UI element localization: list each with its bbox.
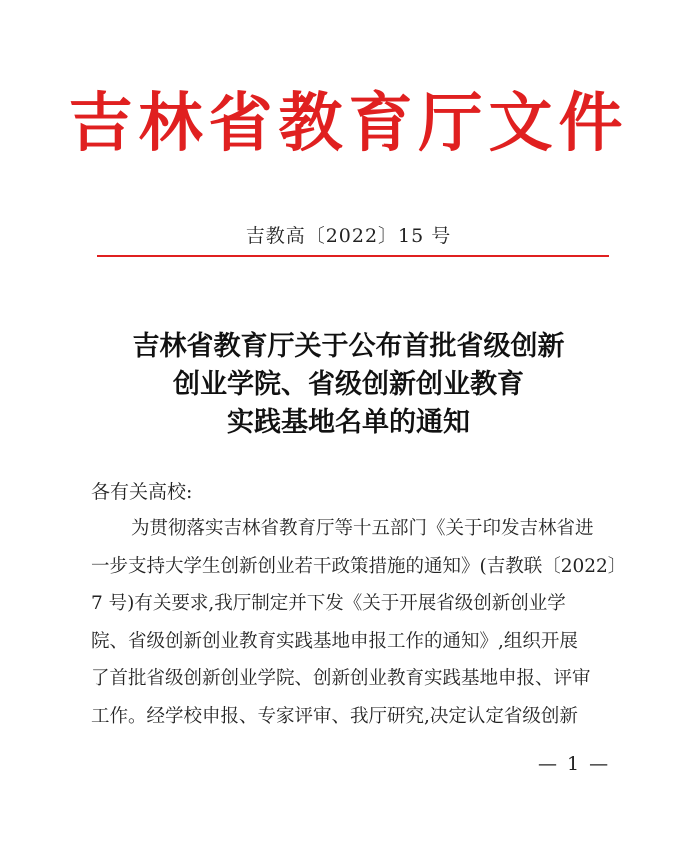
body-line: 工作。经学校申报、专家评审、我厅研究,决定认定省级创新 (91, 705, 578, 727)
document-title (0, 328, 697, 442)
body-line: 了首批省级创新创业学院、创新创业教育实践基地申报、评审 (91, 668, 591, 689)
body-line: 一步支持大学生创新创业若干政策措施的通知》(吉教联〔2022〕 (91, 555, 627, 577)
title-line: 实践基地名单的通知 (227, 407, 470, 438)
salutation: 各有关高校: (91, 481, 193, 503)
body-paragraph (91, 510, 627, 735)
page-number: — 1 — (538, 753, 611, 775)
document-number: 吉教高〔2022〕15 号 (245, 225, 452, 247)
body-line: 7 号)有关要求,我厅制定并下发《关于开展省级创新创业学 (91, 593, 566, 614)
document-header: 吉林省教育厅文件 (68, 86, 629, 161)
title-line: 吉林省教育厅关于公布首批省级创新 (132, 331, 565, 362)
header-divider (97, 255, 609, 257)
body-line: 为贯彻落实吉林省教育厅等十五部门《关于印发吉林省进 (131, 518, 594, 539)
title-line: 创业学院、省级创新创业教育 (173, 369, 524, 400)
body-line: 院、省级创新创业教育实践基地申报工作的通知》,组织开展 (91, 630, 578, 652)
